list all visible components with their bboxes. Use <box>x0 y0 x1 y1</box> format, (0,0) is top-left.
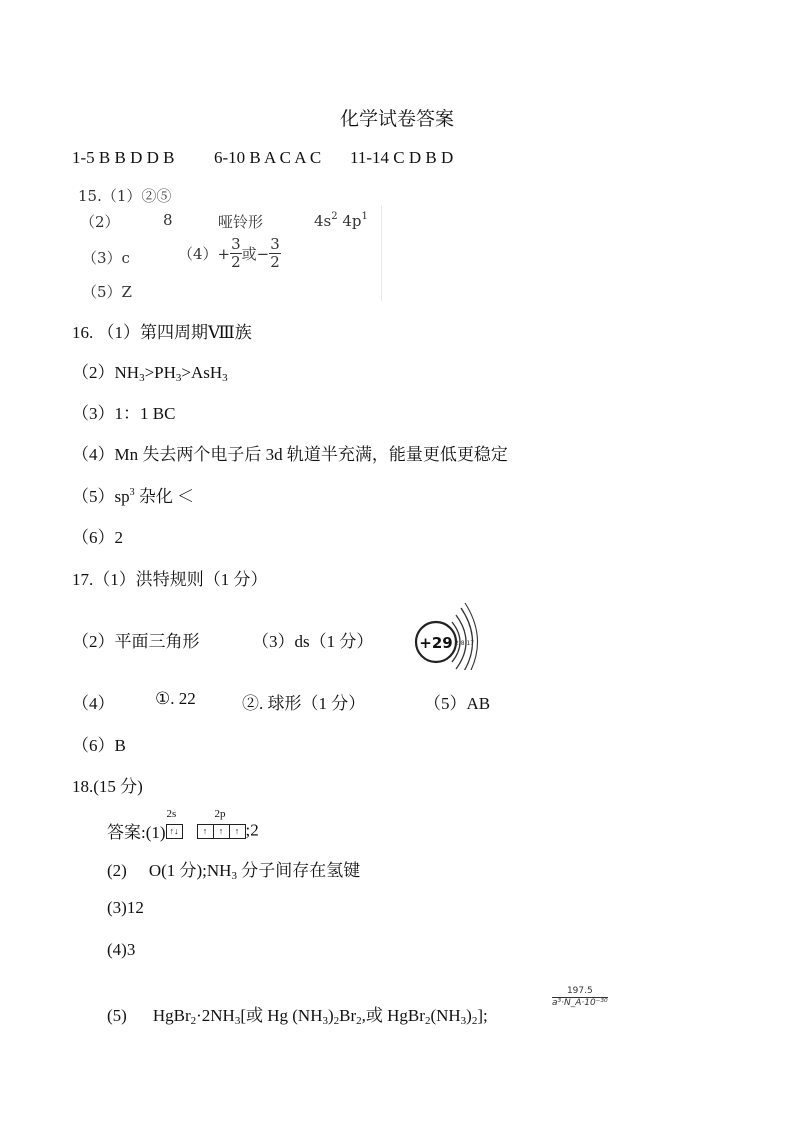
q17-part4-a: ①. 22 <box>155 689 196 708</box>
orbital-box-2s: ↑↓ <box>166 824 183 839</box>
q17-part2: （2）平面三角形 <box>72 632 200 651</box>
q17-part5: （5）AB <box>424 694 491 713</box>
q15-part2-shape: 哑铃形 <box>218 213 264 231</box>
q18-part4: (4)3 <box>107 940 136 959</box>
q15-part2-config: $4s^2$ $4p^1$ <box>314 211 368 230</box>
q17-part4-label: （4） <box>72 694 115 713</box>
q16-line3: （3）1：1 BC <box>72 404 176 423</box>
q17-line1: 17.（1）洪特规则（1 分） <box>72 570 268 589</box>
atom-shell-electrons: 2 8 17 <box>455 640 475 647</box>
q18-part5: (5) $HgBr_2\cdot 2NH_3$[或 Hg $(NH_3)_2Br_2$,或 $HgBr_2(NH_3)_2$]; <box>107 1006 488 1027</box>
mc-answers-11-14: 11-14 C D B D <box>350 148 454 167</box>
orbital-box-2p-3: ↑ <box>230 824 246 839</box>
q16-line2: $(2)NH_3>PH_3>AsH_3$ <box>72 363 228 384</box>
orbital-2p: 2p ↑ ↑ ↑ <box>197 821 246 841</box>
mc-answers-1-5: 1-5 B B D D B <box>72 148 175 167</box>
q18-line1: 18.(15 分) <box>72 777 143 796</box>
density-fraction: 197.5 a³·N_A·10⁻³⁰ <box>552 986 608 1008</box>
q16-line4: （4）Mn 失去两个电子后 3d 轨道半充满，能量更低更稳定 <box>72 445 508 464</box>
orbital-box-2p-1: ↑ <box>197 824 214 839</box>
q15-part3: （3）c <box>82 249 130 267</box>
q16-line5: $(5)sp^3$ 杂化 ＜ <box>72 487 195 506</box>
q15-part2-label: （2） <box>80 213 120 231</box>
q18-part1: 答案:(1) 2s ↑↓ 2p ↑ ↑ ↑ ;2 <box>107 807 259 842</box>
q15-line1: 15.（1）②⑤ <box>78 187 172 205</box>
page-title: 化学试卷答案 <box>339 109 454 130</box>
orbital-box-2p-2: ↑ <box>214 824 230 839</box>
q15-part4: （4）+ $\frac{3}{2}$ 或− $\frac{3}{2}$ <box>178 235 280 271</box>
atom-core-label: +29 <box>419 634 453 652</box>
q15-part2-count: 8 <box>163 211 173 229</box>
mc-answers-6-10: 6-10 B A C A C <box>214 148 322 167</box>
q17-part4-b: ②. 球形（1 分） <box>242 694 366 713</box>
q16-line6: （6）2 <box>72 528 123 547</box>
q18-part3: (3)12 <box>107 898 144 917</box>
q15-part5: （5）Z <box>82 283 132 301</box>
fraction-minus: $\frac{3}{2}$ <box>270 235 280 271</box>
q16-line1: 16. （1）第四周期Ⅷ族 <box>72 323 252 342</box>
fraction-plus: $\frac{3}{2}$ <box>231 235 241 271</box>
orbital-2s: 2s ↑↓ <box>166 821 183 841</box>
q18-part2: (2) O(1 分)$;NH_3$ 分子间存在氢键 <box>107 861 361 882</box>
atom-structure-diagram <box>410 600 488 670</box>
q17-part6: （6）B <box>72 736 126 755</box>
q17-part3: （3）ds（1 分） <box>252 632 374 651</box>
scan-edge-line <box>381 205 382 301</box>
